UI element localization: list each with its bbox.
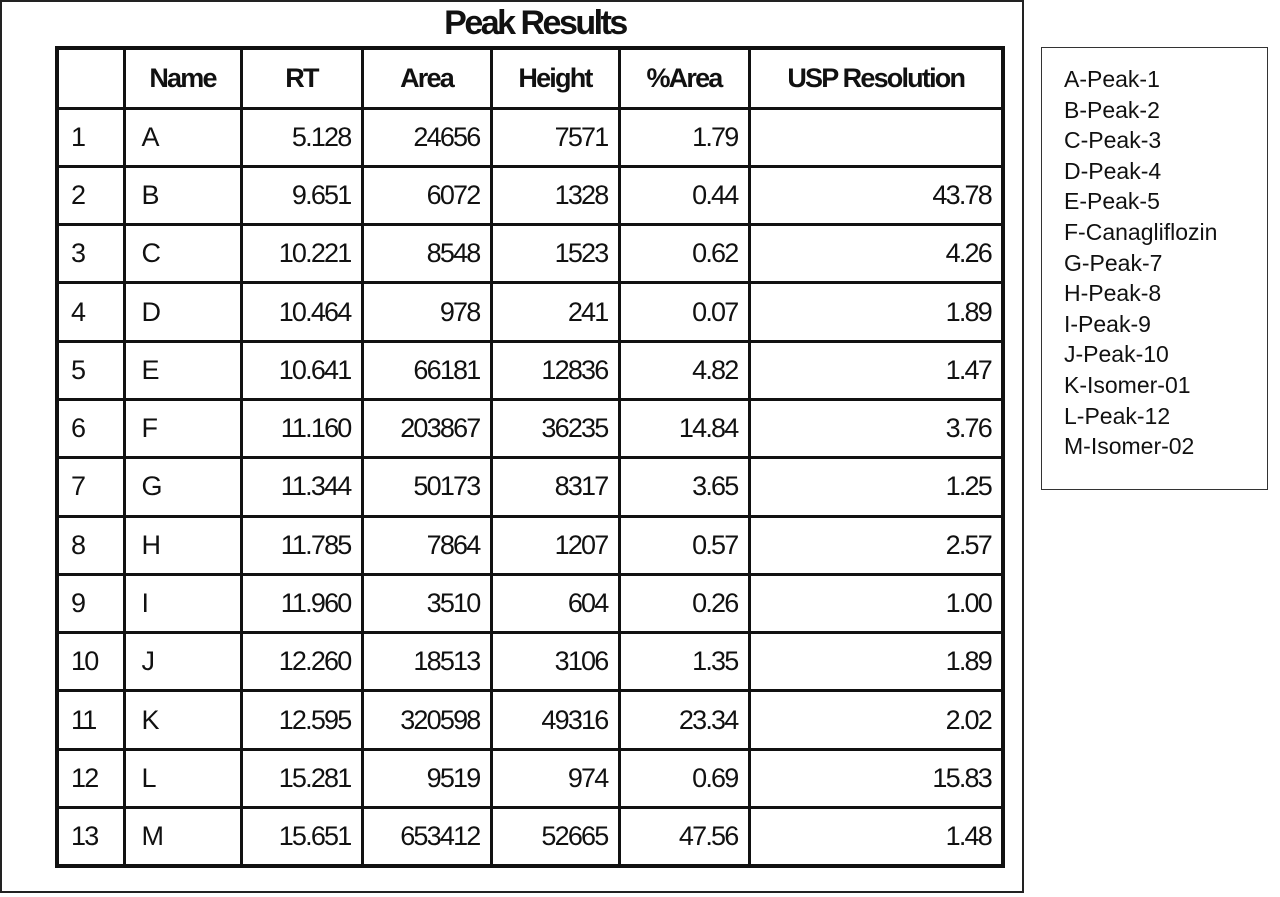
pct-area-cell: 4.82: [619, 341, 749, 399]
rt-cell: 15.281: [241, 749, 362, 807]
legend-item: K-Isomer-01: [1064, 371, 1191, 398]
usp-resolution-cell: 15.83: [749, 749, 1003, 807]
table-header-row: [57, 48, 1003, 108]
usp-resolution-cell: 4.26: [749, 225, 1003, 283]
legend-item: H-Peak-8: [1064, 280, 1162, 307]
area-cell: 66181: [362, 341, 491, 399]
row-index-cell: 4: [57, 283, 124, 341]
table-row: [57, 749, 1003, 807]
peak-results-table: [55, 46, 1005, 868]
table-row: [57, 108, 1003, 166]
peak-name-cell: D: [124, 283, 241, 341]
usp-resolution-cell: 3.76: [749, 399, 1003, 457]
row-index-cell: 6: [57, 399, 124, 457]
height-cell: 241: [491, 283, 619, 341]
area-cell: 3510: [362, 574, 491, 632]
report-title: Peak Results: [444, 4, 626, 42]
pct-area-cell: 0.69: [619, 749, 749, 807]
legend-item: B-Peak-2: [1064, 96, 1160, 123]
table-row: [57, 458, 1003, 516]
peak-name-cell: K: [124, 691, 241, 749]
pct-area-cell: 47.56: [619, 808, 749, 866]
legend-item: F-Canagliflozin: [1064, 218, 1218, 245]
area-cell: 653412: [362, 808, 491, 866]
height-cell: 1523: [491, 225, 619, 283]
peak-name-cell: J: [124, 633, 241, 691]
row-index-cell: 10: [57, 633, 124, 691]
usp-resolution-cell: 2.57: [749, 516, 1003, 574]
row-index-cell: 2: [57, 166, 124, 224]
column-header-pct-area: %Area: [619, 48, 749, 108]
height-cell: 49316: [491, 691, 619, 749]
column-header-height: Height: [491, 48, 619, 108]
height-cell: 1328: [491, 166, 619, 224]
rt-cell: 11.785: [241, 516, 362, 574]
peak-name-cell: E: [124, 341, 241, 399]
pct-area-cell: 1.35: [619, 633, 749, 691]
peak-name-cell: H: [124, 516, 241, 574]
usp-resolution-cell: [749, 108, 1003, 166]
height-cell: 52665: [491, 808, 619, 866]
row-index-cell: 9: [57, 574, 124, 632]
rt-cell: 10.464: [241, 283, 362, 341]
usp-resolution-cell: 43.78: [749, 166, 1003, 224]
usp-resolution-cell: 1.25: [749, 458, 1003, 516]
row-index-cell: 5: [57, 341, 124, 399]
table-row: [57, 166, 1003, 224]
peak-name-cell: M: [124, 808, 241, 866]
rt-cell: 15.651: [241, 808, 362, 866]
pct-area-cell: 0.26: [619, 574, 749, 632]
area-cell: 50173: [362, 458, 491, 516]
column-header-index: [57, 48, 124, 108]
pct-area-cell: 0.62: [619, 225, 749, 283]
area-cell: 24656: [362, 108, 491, 166]
rt-cell: 9.651: [241, 166, 362, 224]
pct-area-cell: 0.07: [619, 283, 749, 341]
area-cell: 978: [362, 283, 491, 341]
peak-name-cell: B: [124, 166, 241, 224]
usp-resolution-cell: 1.89: [749, 283, 1003, 341]
column-header-rt: RT: [241, 48, 362, 108]
table-row: [57, 341, 1003, 399]
row-index-cell: 13: [57, 808, 124, 866]
table-row: [57, 691, 1003, 749]
peak-legend: [1041, 47, 1268, 490]
height-cell: 7571: [491, 108, 619, 166]
rt-cell: 11.160: [241, 399, 362, 457]
table-row: [57, 633, 1003, 691]
usp-resolution-cell: 1.00: [749, 574, 1003, 632]
area-cell: 320598: [362, 691, 491, 749]
legend-item: I-Peak-9: [1064, 310, 1151, 337]
pct-area-cell: 0.44: [619, 166, 749, 224]
peak-name-cell: G: [124, 458, 241, 516]
table-row: [57, 399, 1003, 457]
rt-cell: 5.128: [241, 108, 362, 166]
peak-name-cell: L: [124, 749, 241, 807]
legend-item: C-Peak-3: [1064, 127, 1162, 154]
legend-item: J-Peak-10: [1064, 341, 1169, 368]
column-header-area: Area: [362, 48, 491, 108]
height-cell: 604: [491, 574, 619, 632]
pct-area-cell: 3.65: [619, 458, 749, 516]
rt-cell: 11.344: [241, 458, 362, 516]
legend-item: G-Peak-7: [1064, 249, 1163, 276]
legend-item: D-Peak-4: [1064, 157, 1162, 184]
peak-name-cell: A: [124, 108, 241, 166]
legend-item: L-Peak-12: [1064, 402, 1171, 429]
height-cell: 36235: [491, 399, 619, 457]
rt-cell: 10.221: [241, 225, 362, 283]
usp-resolution-cell: 1.47: [749, 341, 1003, 399]
row-index-cell: 7: [57, 458, 124, 516]
legend-item: A-Peak-1: [1064, 66, 1160, 92]
rt-cell: 10.641: [241, 341, 362, 399]
table-row: [57, 516, 1003, 574]
usp-resolution-cell: 2.02: [749, 691, 1003, 749]
row-index-cell: 11: [57, 691, 124, 749]
pct-area-cell: 23.34: [619, 691, 749, 749]
row-index-cell: 12: [57, 749, 124, 807]
area-cell: 9519: [362, 749, 491, 807]
height-cell: 1207: [491, 516, 619, 574]
area-cell: 203867: [362, 399, 491, 457]
pct-area-cell: 1.79: [619, 108, 749, 166]
usp-resolution-cell: 1.48: [749, 808, 1003, 866]
rt-cell: 12.260: [241, 633, 362, 691]
height-cell: 12836: [491, 341, 619, 399]
row-index-cell: 3: [57, 225, 124, 283]
legend-item: E-Peak-5: [1064, 188, 1160, 215]
table-row: [57, 808, 1003, 866]
area-cell: 18513: [362, 633, 491, 691]
height-cell: 974: [491, 749, 619, 807]
peak-name-cell: C: [124, 225, 241, 283]
table-row: [57, 225, 1003, 283]
peak-name-cell: I: [124, 574, 241, 632]
pct-area-cell: 14.84: [619, 399, 749, 457]
height-cell: 8317: [491, 458, 619, 516]
column-header-name: Name: [124, 48, 241, 108]
rt-cell: 11.960: [241, 574, 362, 632]
area-cell: 8548: [362, 225, 491, 283]
height-cell: 3106: [491, 633, 619, 691]
area-cell: 6072: [362, 166, 491, 224]
column-header-usp-resolution: USP Resolution: [749, 48, 1003, 108]
legend-item: M-Isomer-02: [1064, 433, 1195, 460]
row-index-cell: 8: [57, 516, 124, 574]
rt-cell: 12.595: [241, 691, 362, 749]
usp-resolution-cell: 1.89: [749, 633, 1003, 691]
peak-name-cell: F: [124, 399, 241, 457]
row-index-cell: 1: [57, 108, 124, 166]
table-row: [57, 283, 1003, 341]
area-cell: 7864: [362, 516, 491, 574]
table-row: [57, 574, 1003, 632]
pct-area-cell: 0.57: [619, 516, 749, 574]
